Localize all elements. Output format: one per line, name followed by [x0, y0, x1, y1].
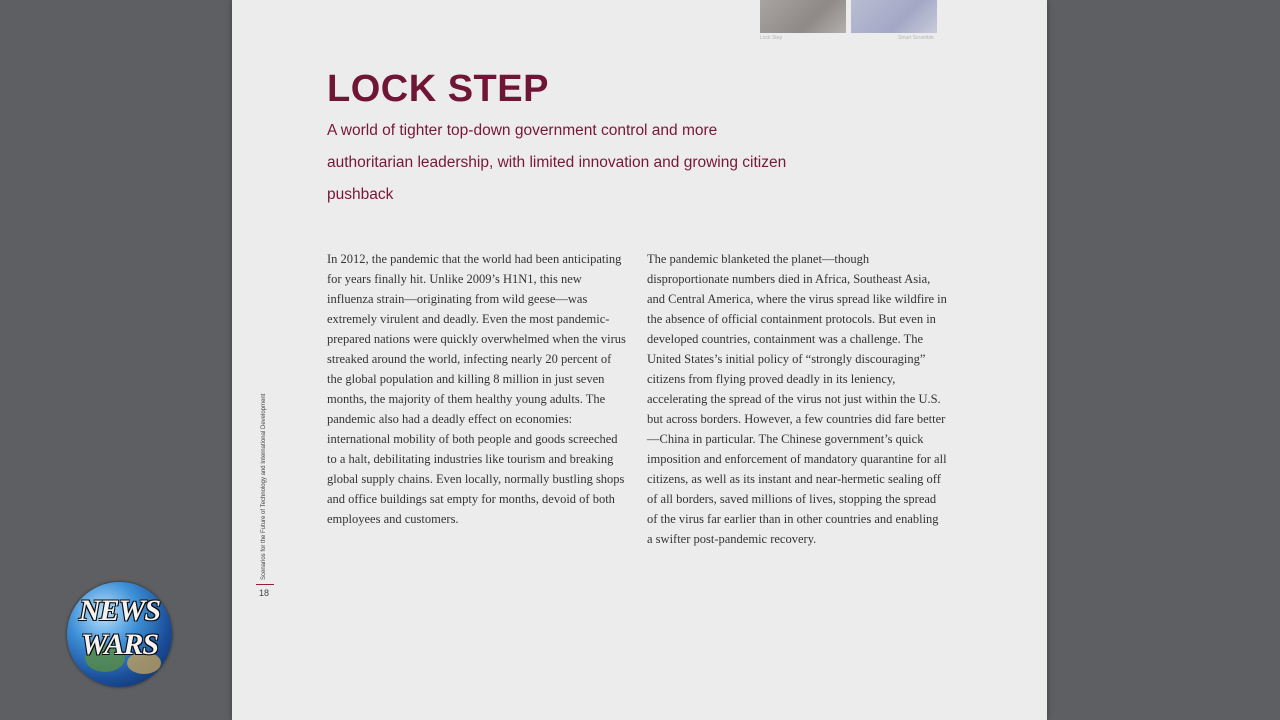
side-running-title: Scenarios for the Future of Technology and International Development: [261, 393, 267, 580]
news-wars-logo: [67, 582, 172, 687]
thumbnail-image-1: [760, 0, 846, 33]
page-number: 18: [259, 588, 270, 598]
body-column-left: In 2012, the pandemic that the world had been anticipating for years finally hit. Unlike 2009’s H1N1, this new influenza strain—originating from wild geese—was extremely virulent and deadly. Even the most pandemic-prepared nations were quickly overwhelmed when the virus streaked around the world, infecting nearly 20 percent of the global population and killing 8 million in just seven months, the majority of them healthy young adults. The pandemic also had a deadly effect on economies: international mobility of both people and goods screeched to a halt, debilitating industries like tourism and breaking global supply chains. Even locally, normally bustling shops and office buildings sat empty for months, devoid of both employees and customers.: [327, 252, 626, 526]
document-page: [232, 0, 1047, 720]
side-divider: [256, 584, 274, 585]
logo-line-news: NEWS: [78, 594, 161, 627]
thumbnail-caption-2: Smart Scramble: [898, 35, 934, 41]
thumbnail-caption-1: Lock Step: [760, 35, 783, 41]
page-subtitle: A world of tighter top-down government control and more authoritarian leadership, with limited innovation and growing citizen pushback: [327, 122, 787, 203]
thumbnail-image-2: [851, 0, 937, 33]
logo-line-wars: WARS: [80, 628, 159, 661]
page-title: LOCK STEP: [327, 68, 549, 110]
body-column-right: The pandemic blanketed the planet—though disproportionate numbers died in Africa, Southeast Asia, and Central America, where the virus spread like wildfire in the absence of official containment protocols. But even in developed countries, containment was a challenge. The United States’s initial policy of “strongly discouraging” citizens from flying proved deadly in its leniency, accelerating the spread of the virus not just within the U.S. but across borders. However, a few countries did fare better—China in particular. The Chinese government’s quick imposition and enforcement of mandatory quarantine for all citizens, as well as its instant and near-hermetic sealing off of all borders, saved millions of lives, stopping the spread of the virus far earlier than in other countries and enabling a swifter post-pandemic recovery.: [647, 252, 947, 546]
